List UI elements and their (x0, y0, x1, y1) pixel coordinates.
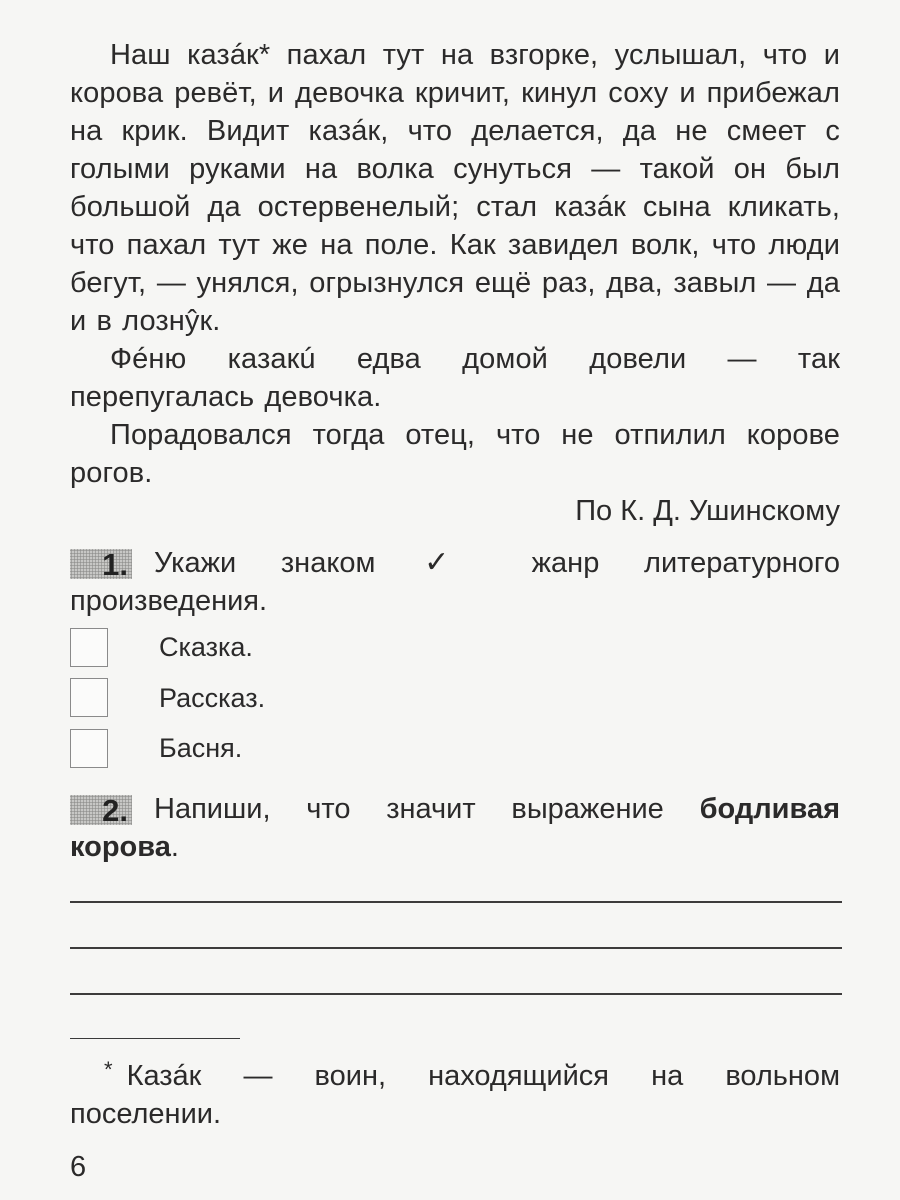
option-rasskaz[interactable] (70, 673, 840, 724)
task-2-text-after: . (170, 830, 179, 863)
task-1-text-after: жанр литературного произведения. (70, 547, 840, 617)
checkbox-skazka[interactable] (70, 628, 108, 667)
answer-lines (70, 900, 842, 995)
task-1 (70, 544, 840, 774)
option-label-skazka: Сказка. (159, 632, 253, 663)
task-1-text-before: Укажи знаком (154, 547, 376, 579)
story-paragraph-1: Наш казáк* пахал тут на взгорке, услышал, что и корова ревёт, и девочка кричит, кинул соху и прибежал на крик. Видит казáк, что делается, да не смеет с голыми руками на волка сунуться — такой он был большой да остервенелый; стал казáк сына кликать, что пахал тут же на поле. Как завидел волк, что люди бегут, — унялся, огрызнулся ещё раз, два, завыл — да и в лознŷк. (70, 39, 840, 337)
task-2-prompt (70, 790, 840, 866)
workbook-page (70, 36, 840, 1133)
answer-line-3[interactable] (70, 992, 842, 995)
footnote-text: Казáк — воин, находящийся на вольном поселении. (70, 1059, 840, 1130)
genre-options (70, 622, 840, 774)
story-byline: По К. Д. Ушинскому (575, 495, 840, 527)
footnote-divider (70, 1038, 240, 1039)
option-label-basnya: Басня. (159, 733, 243, 764)
task-2 (70, 790, 840, 995)
answer-line-2[interactable] (70, 946, 842, 949)
story-paragraph-2: Фéню казакú едва домой довели — так перепугалась девочка. (70, 343, 840, 413)
page-number: 6 (70, 1151, 87, 1183)
checkbox-basnya[interactable] (70, 729, 108, 768)
story-text (70, 36, 840, 530)
footnote (70, 1051, 840, 1133)
task-1-number-badge: 1. (70, 549, 132, 579)
checkmark-icon: ✓ (424, 546, 483, 579)
task-2-number-badge: 2. (70, 795, 132, 825)
task-2-bold-phrase: бодливая корова (70, 792, 840, 863)
task-1-prompt (70, 544, 840, 620)
story-paragraph-3: Порадовался тогда отец, что не отпилил корове рогов. (70, 419, 840, 489)
footnote-marker: * (104, 1056, 113, 1082)
footnote-section (70, 1038, 840, 1133)
answer-line-1[interactable] (70, 900, 842, 903)
option-label-rasskaz: Рассказ. (159, 682, 266, 713)
option-basnya[interactable] (70, 723, 840, 774)
checkbox-rasskaz[interactable] (70, 678, 108, 717)
option-skazka[interactable] (70, 622, 840, 673)
task-2-text-before: Напиши, что значит выражение (154, 792, 664, 825)
